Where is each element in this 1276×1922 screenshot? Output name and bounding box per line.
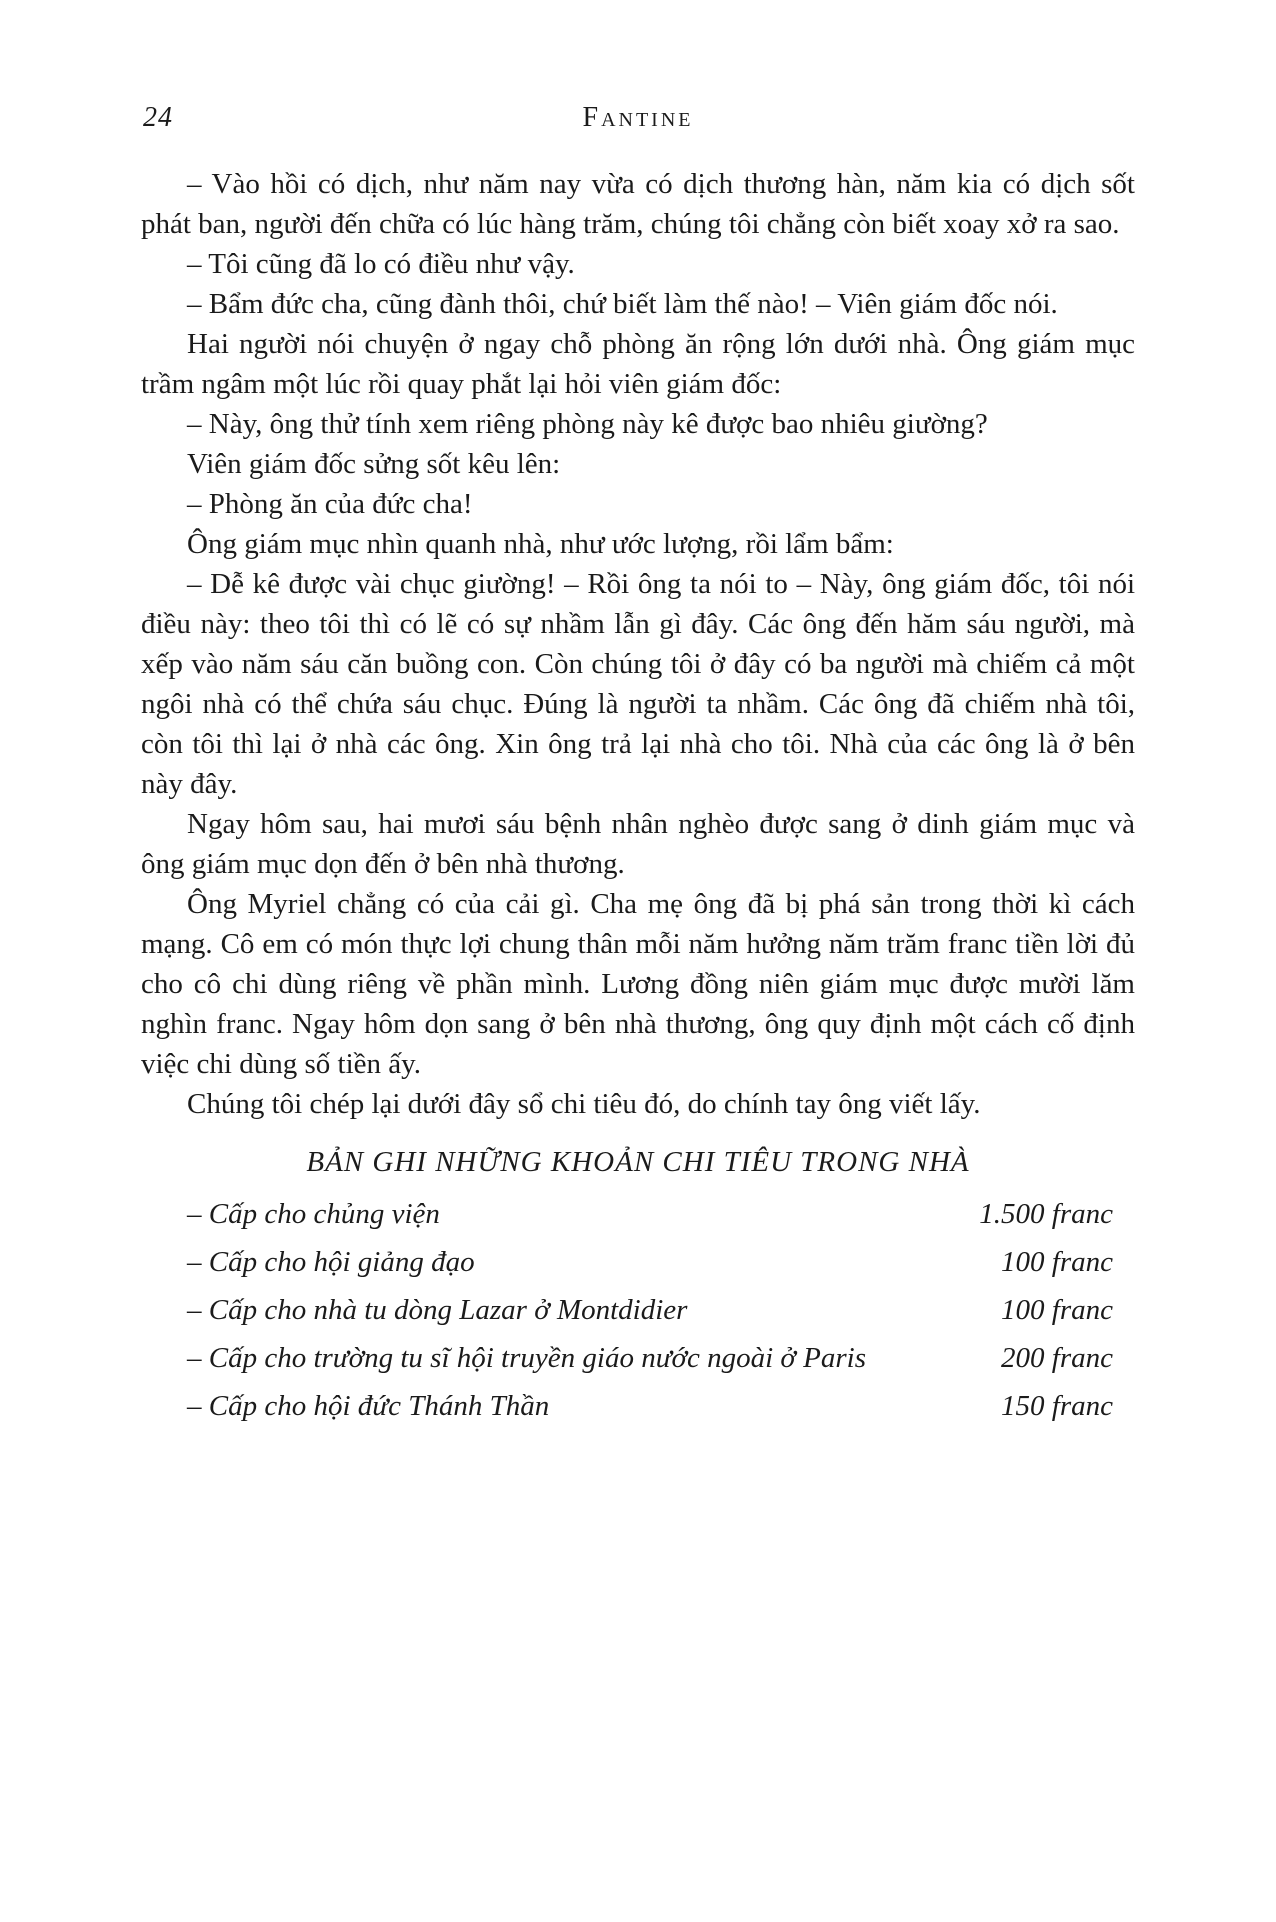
running-title: Fantine — [582, 102, 694, 133]
expense-row — [141, 1242, 1135, 1282]
expense-amount: 100 franc — [1001, 1294, 1113, 1326]
paragraph-2: – Tôi cũng đã lo có điều như vậy. — [187, 248, 575, 280]
expense-amount: 1.500 franc — [979, 1198, 1113, 1230]
page-body — [141, 164, 1135, 1426]
paragraph-8: Ông giám mục nhìn quanh nhà, như ước lượng, rồi lẩm bẩm: — [187, 528, 894, 560]
paragraph-4: Hai người nói chuyện ở ngay chỗ phòng ăn rộng lớn dưới nhà. Ông giám mục trầm ngâm một lúc rồi quay phắt lại hỏi viên giám đốc: — [141, 328, 1135, 400]
paragraph-11: Ông Myriel chẳng có của cải gì. Cha mẹ ông đã bị phá sản trong thời kì cách mạng. Cô em có món thực lợi chung thân mỗi năm hưởng năm trăm franc tiền lời đủ cho cô chi dùng riêng về phần mình. Lương đồng niên giám mục được mười lăm nghìn franc. Ngay hôm dọn sang ở bên nhà thương, ông quy định một cách cố định việc chi dùng số tiền ấy. — [141, 888, 1135, 1080]
paragraph-9: – Dễ kê được vài chục giường! – Rồi ông ta nói to – Này, ông giám đốc, tôi nói điều này: theo tôi thì có lẽ có sự nhầm lẫn gì đây. Các ông đến hăm sáu người, mà xếp vào năm sáu căn buồng con. Còn chúng tôi ở đây có ba người mà chiếm cả một ngôi nhà có thể chứa sáu chục. Đúng là người ta nhầm. Các ông đã chiếm nhà tôi, còn tôi thì lại ở nhà các ông. Xin ông trả lại nhà cho tôi. Nhà của các ông là ở bên này đây. — [141, 568, 1135, 800]
paragraph-12: Chúng tôi chép lại dưới đây sổ chi tiêu đó, do chính tay ông viết lấy. — [187, 1088, 981, 1120]
paragraph-10: Ngay hôm sau, hai mươi sáu bệnh nhân nghèo được sang ở dinh giám mục và ông giám mục dọn đến ở bên nhà thương. — [141, 808, 1135, 880]
page-content — [141, 100, 1135, 1434]
page-header — [141, 100, 1135, 136]
expense-amount: 200 franc — [1001, 1342, 1113, 1374]
paragraph-3: – Bẩm đức cha, cũng đành thôi, chứ biết làm thế nào! – Viên giám đốc nói. — [187, 288, 1058, 320]
expense-amount: 150 franc — [1001, 1390, 1113, 1422]
expense-row — [141, 1386, 1135, 1426]
paragraph-5: – Này, ông thử tính xem riêng phòng này kê được bao nhiêu giường? — [187, 408, 988, 440]
paragraph-1: – Vào hồi có dịch, như năm nay vừa có dịch thương hàn, năm kia có dịch sốt phát ban, người đến chữa có lúc hàng trăm, chúng tôi chẳng còn biết xoay xở ra sao. — [141, 168, 1135, 240]
expense-label: – Cấp cho nhà tu dòng Lazar ở Montdidier — [187, 1294, 688, 1326]
expense-label: – Cấp cho hội giảng đạo — [187, 1246, 475, 1278]
paragraph-7: – Phòng ăn của đức cha! — [187, 488, 473, 520]
expense-list — [141, 1194, 1135, 1426]
expense-row — [141, 1194, 1135, 1234]
expense-row — [141, 1290, 1135, 1330]
expense-label: – Cấp cho trường tu sĩ hội truyền giáo nước ngoài ở Paris — [187, 1342, 866, 1374]
expense-row — [141, 1338, 1135, 1378]
expense-amount: 100 franc — [1001, 1246, 1113, 1278]
page-number: 24 — [143, 102, 173, 133]
paragraph-6: Viên giám đốc sửng sốt kêu lên: — [187, 448, 561, 480]
expense-label: – Cấp cho hội đức Thánh Thần — [187, 1390, 550, 1422]
expense-label: – Cấp cho chủng viện — [187, 1198, 440, 1230]
expense-list-title: BẢN GHI NHỮNG KHOẢN CHI TIÊU TRONG NHÀ — [306, 1146, 970, 1178]
